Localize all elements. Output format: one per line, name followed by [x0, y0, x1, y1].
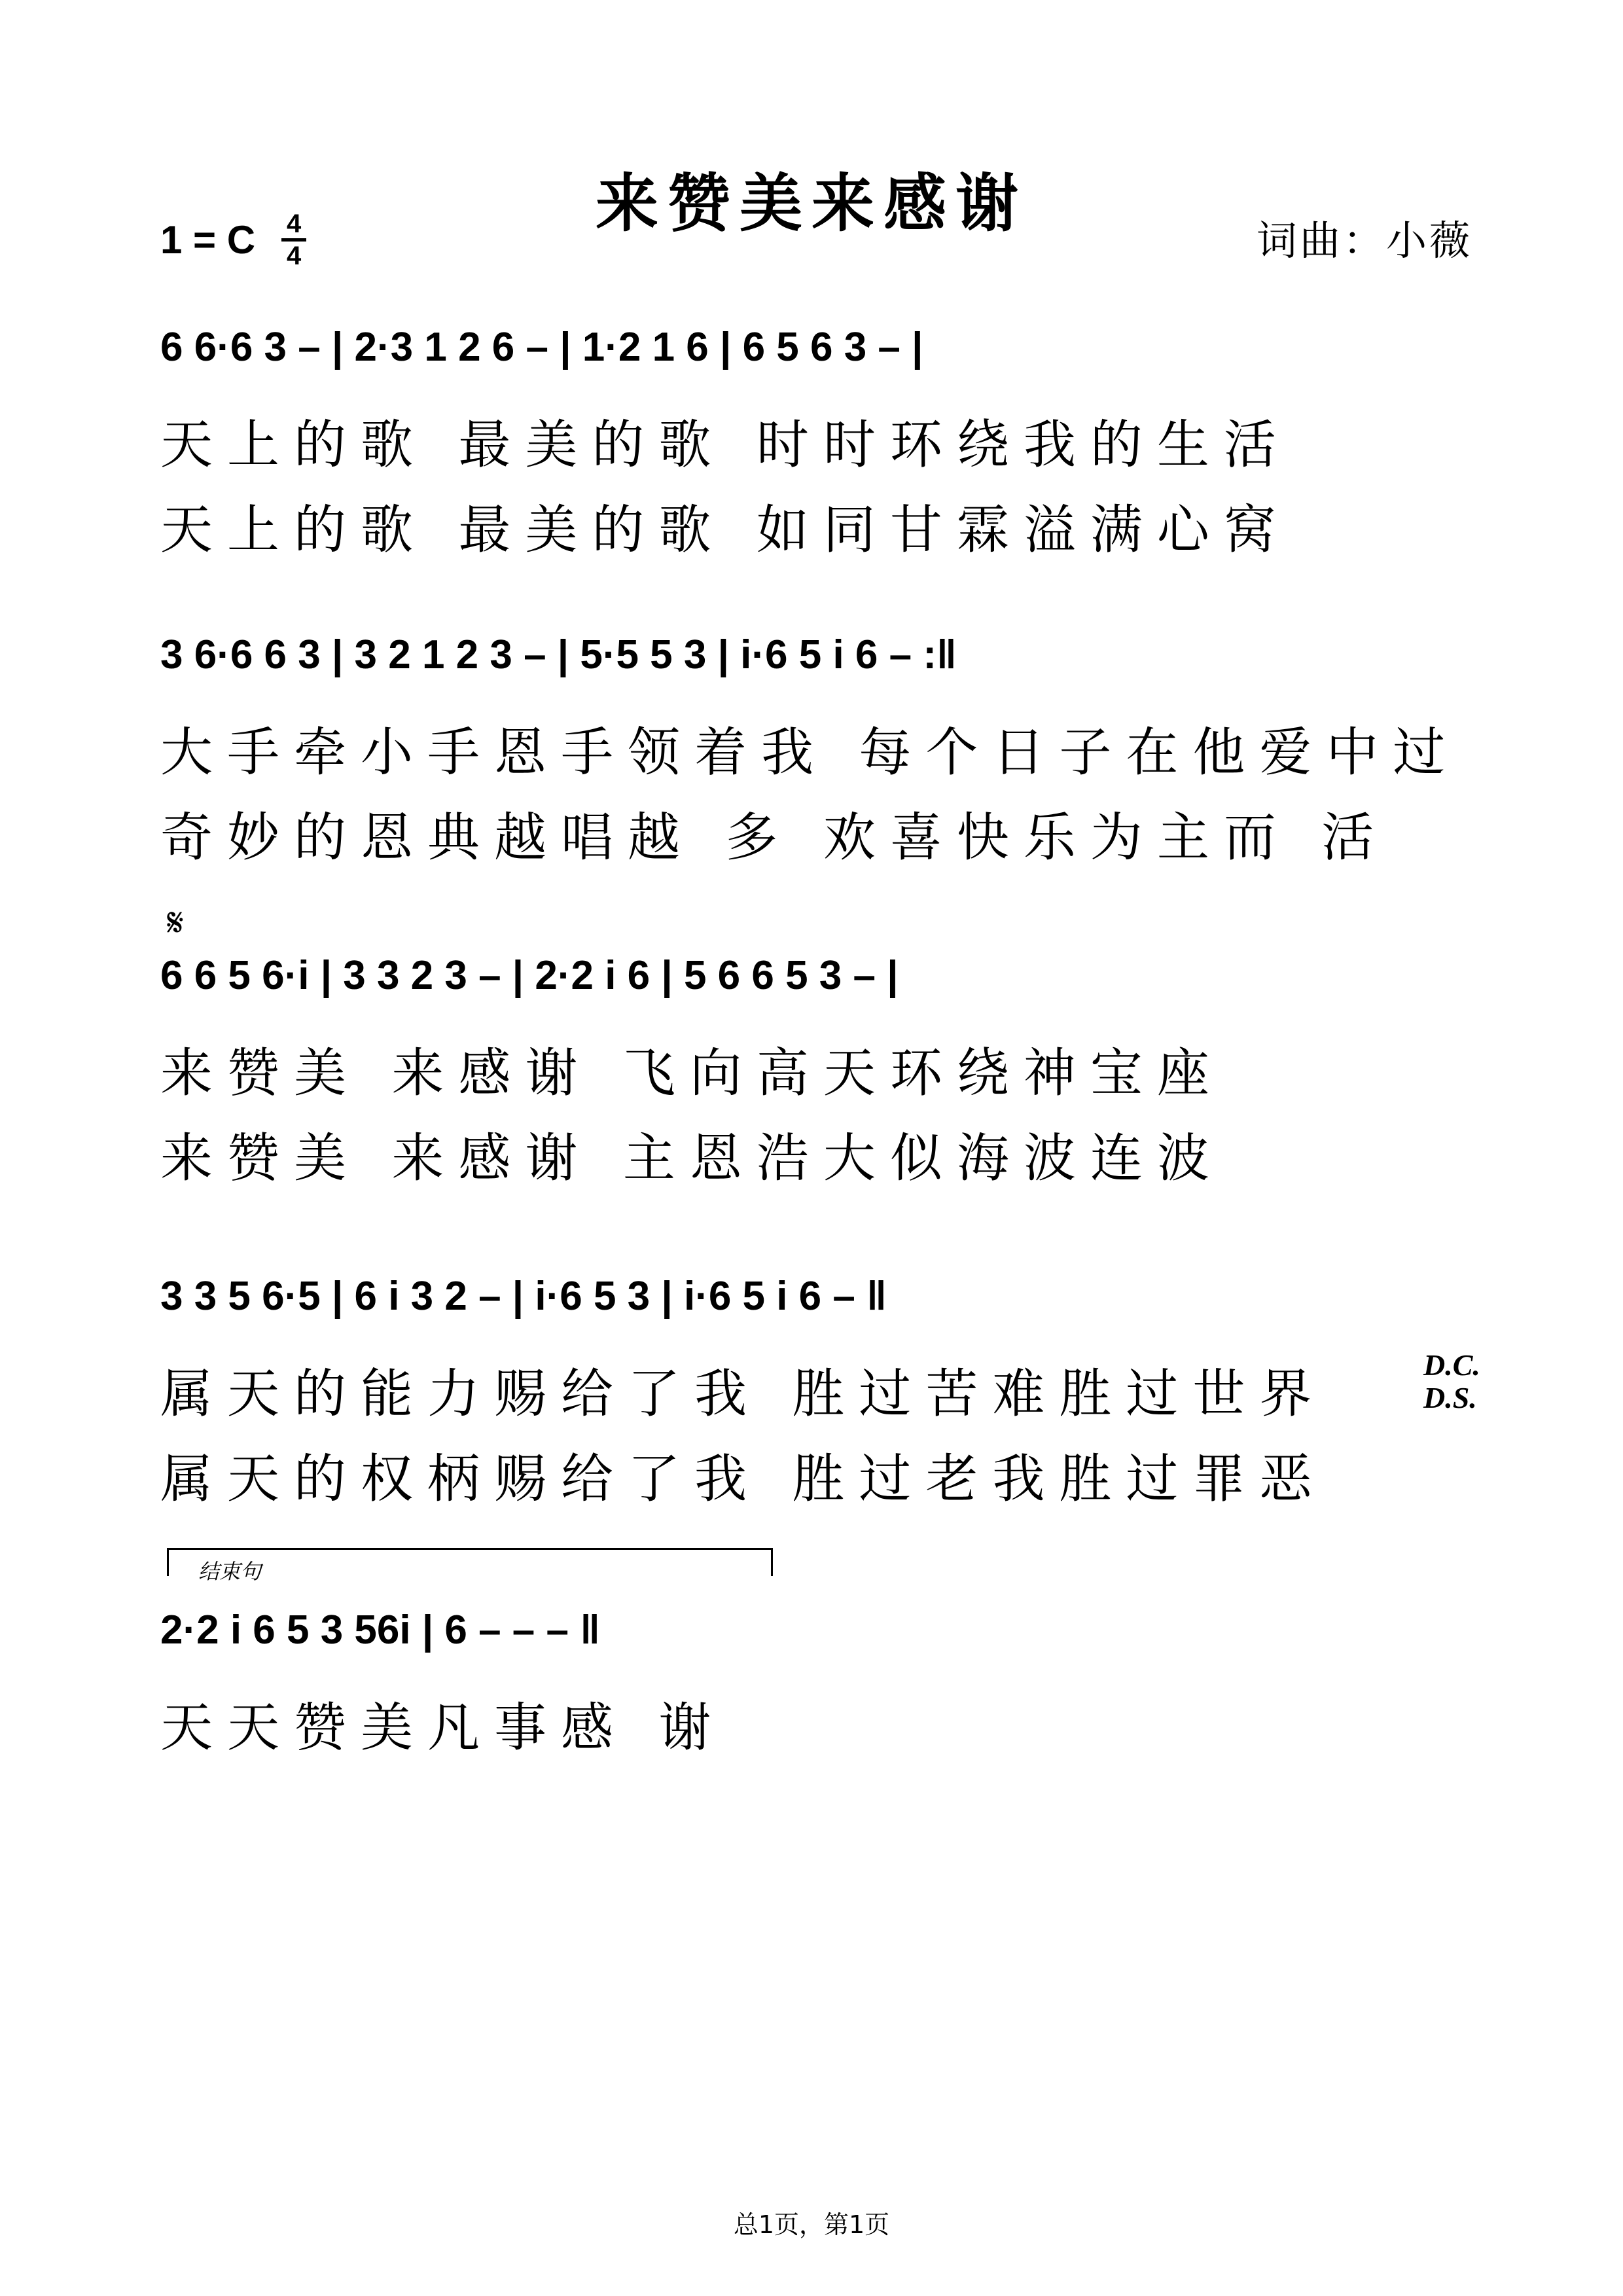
time-numerator: 4 — [286, 209, 302, 238]
ending-label: 结束句 — [198, 1559, 262, 1584]
lyric-line-1: 天天赞美凡事感 谢 — [160, 1697, 726, 1758]
notation-line: 3 3 5 6·5 | 6 i 3 2 – | i·6 5 3 | i·6 5 i 6 – ‖ — [160, 1274, 887, 1319]
notation-line: 6 6·6 3 – | 2·3 1 2 6 – | 1·2 1 6 | 6 5 6 3 – | — [160, 325, 923, 370]
lyric-line-1: 属天的能力赐给了我 胜过苦难胜过世界 — [160, 1363, 1327, 1424]
ending-bracket — [167, 1548, 773, 1584]
notation-line: 6 6 5 6·i | 3 3 2 3 – | 2·2 i 6 | 5 6 6 5 3 – | — [160, 953, 899, 998]
notation-line: 2·2 i 6 5 3 56i | 6 – – – ‖ — [160, 1607, 601, 1653]
lyric-line-2: 属天的权柄赐给了我 胜过老我胜过罪恶 — [160, 1448, 1327, 1509]
lyric-line-1: 大手牵小手恩手领着我 每个日子在他爱中过 — [160, 722, 1460, 783]
notation-line: 3 6·6 6 3 | 3 2 1 2 3 – | 5·5 5 3 | i·6 5 i 6 – :‖ — [160, 632, 957, 677]
key-signature — [160, 209, 306, 270]
time-denominator: 4 — [286, 242, 302, 270]
page-footer: 总1页，第1页 — [733, 2210, 890, 2239]
song-title: 来赞美来感谢 — [596, 167, 1027, 240]
lyric-line-1: 天上的歌 最美的歌 时时环绕我的生活 — [160, 414, 1291, 475]
credit: 词曲：小薇 — [1256, 217, 1472, 264]
lyric-line-2: 来赞美 来感谢 主恩浩大似海波连波 — [160, 1128, 1224, 1189]
dc-marker: D.C. — [1423, 1348, 1480, 1382]
ds-marker: D.S. — [1423, 1381, 1477, 1414]
time-signature — [281, 209, 306, 270]
lyric-line-2: 天上的歌 最美的歌 如同甘霖溢满心窝 — [160, 499, 1291, 560]
key-label: 1 = C — [160, 218, 256, 262]
lyric-line-2: 奇妙的恩典越唱越 多 欢喜快乐为主而 活 — [160, 807, 1389, 868]
lyric-line-1: 来赞美 来感谢 飞向高天环绕神宝座 — [160, 1043, 1224, 1103]
segno-sign: 𝄋 — [167, 900, 184, 946]
